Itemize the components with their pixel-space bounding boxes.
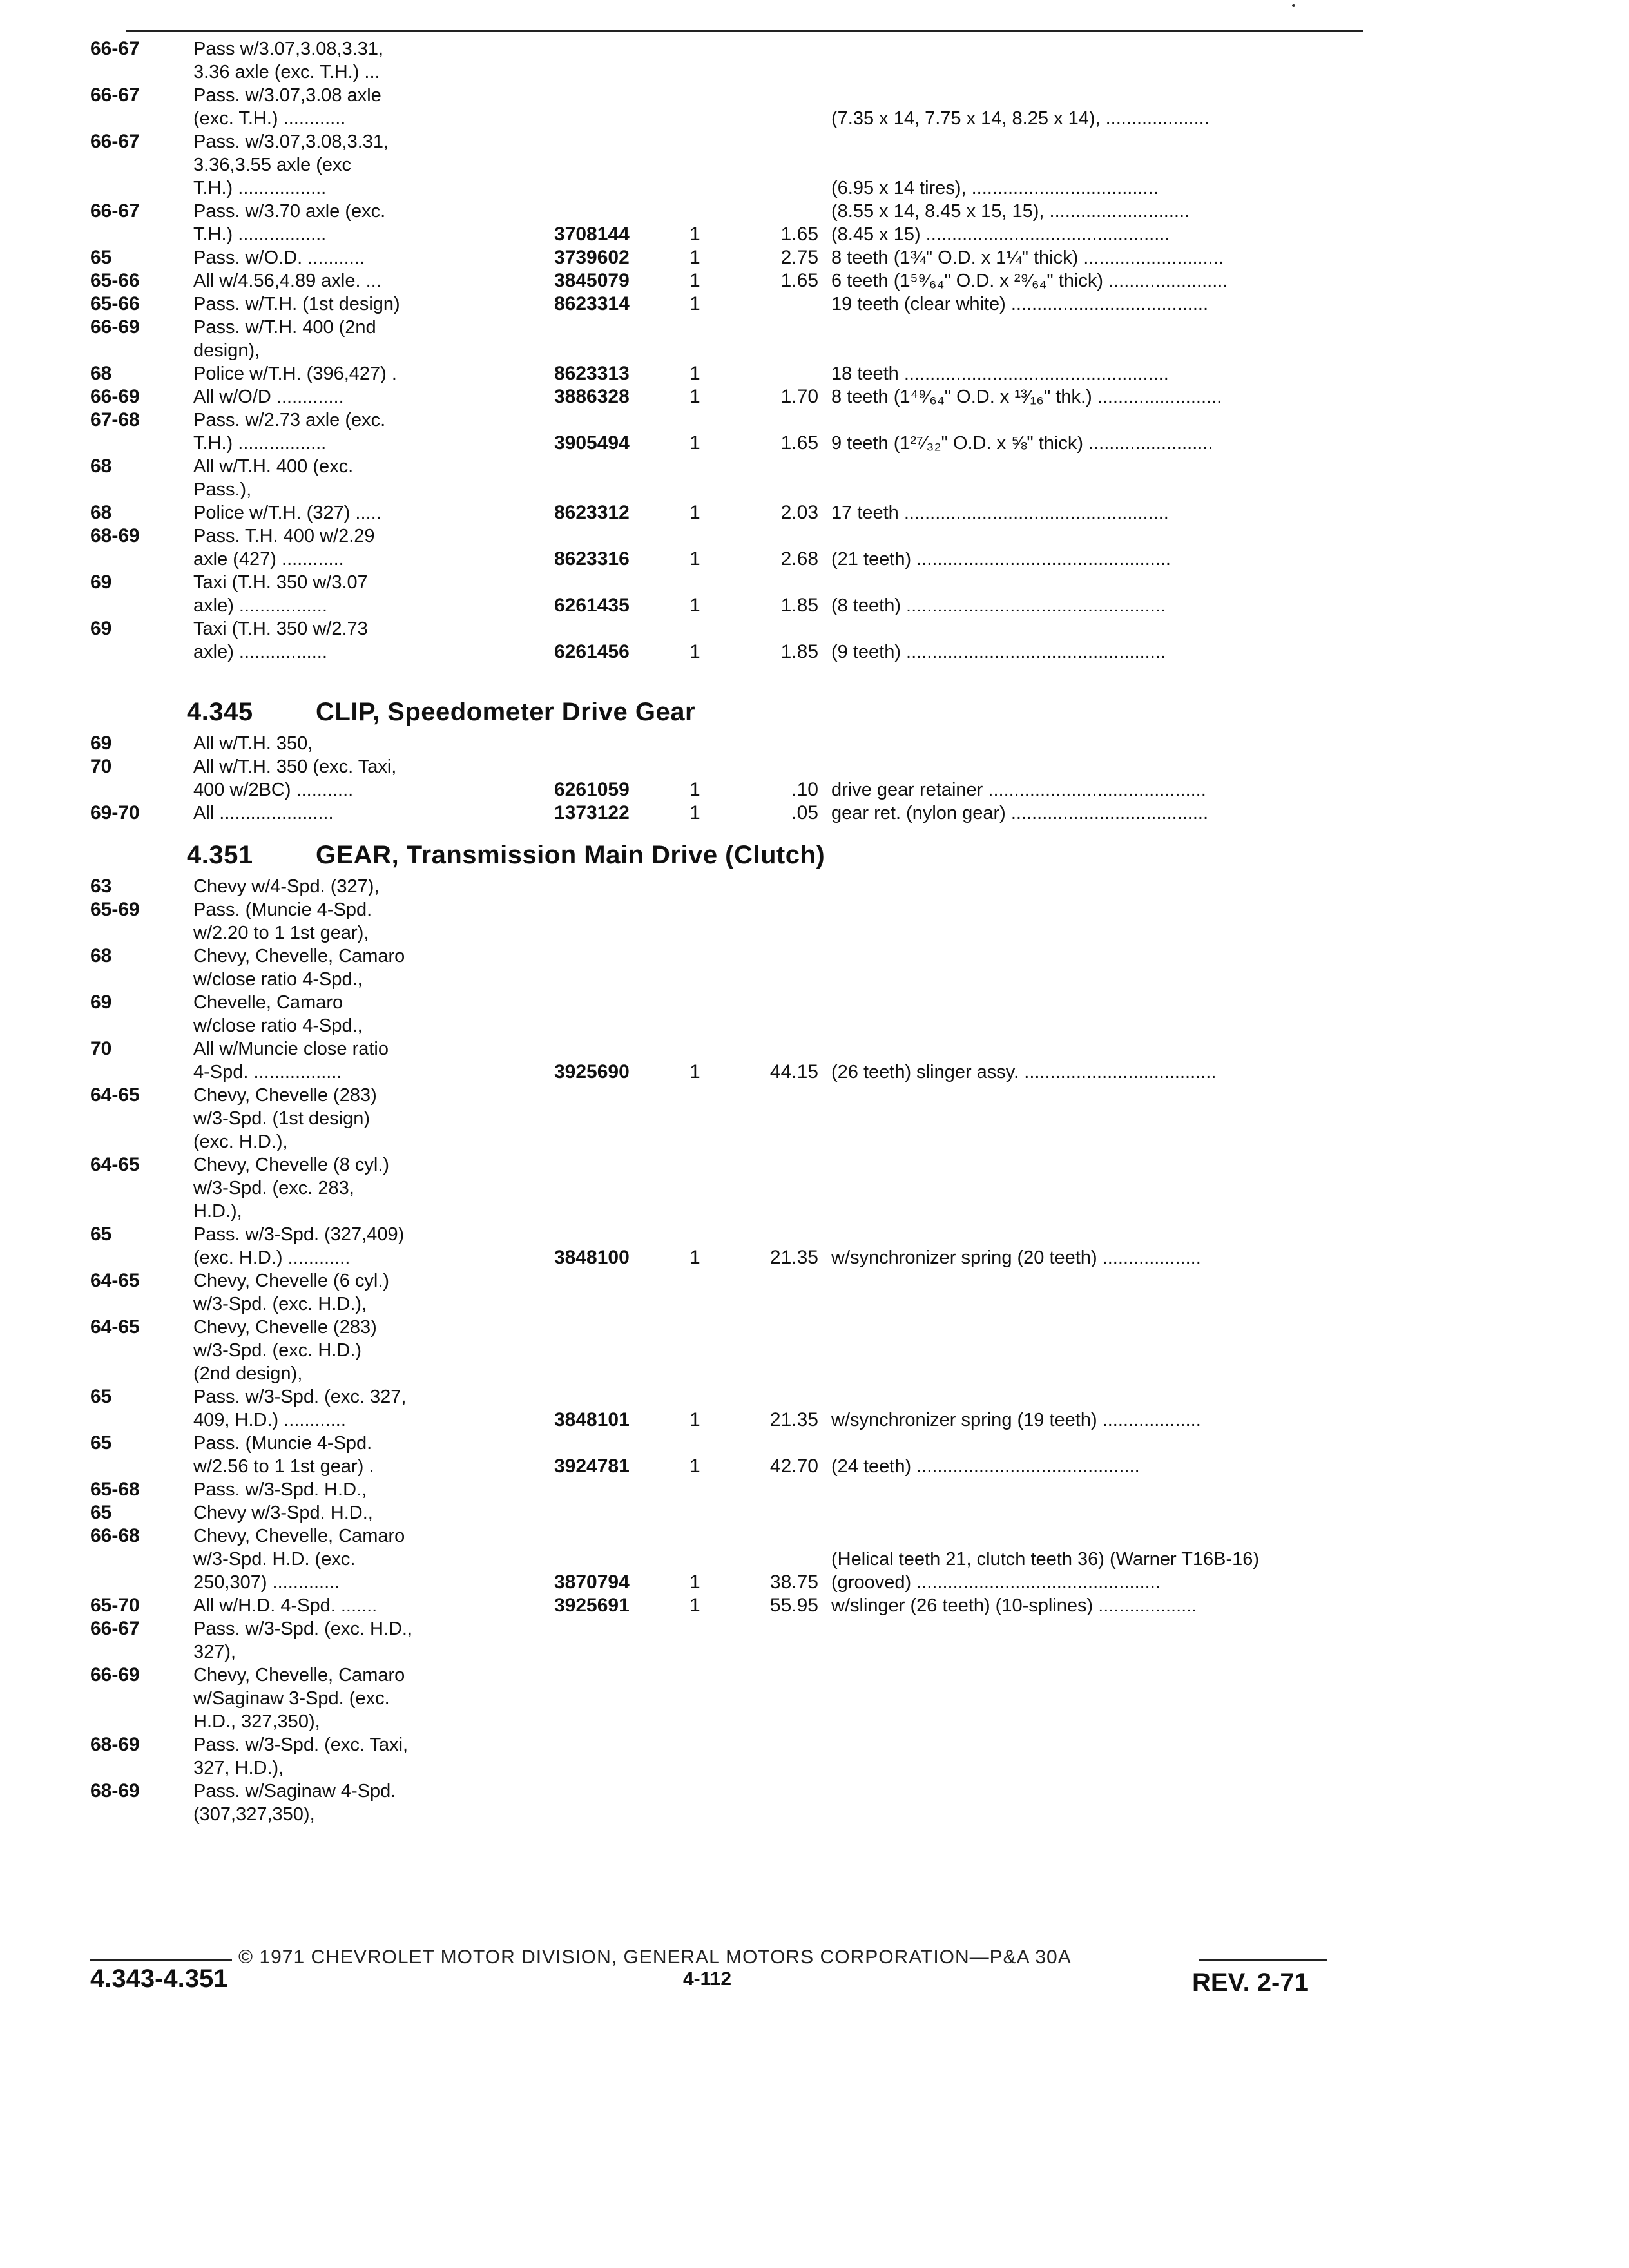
application-description: Chevy, Chevelle (8 cyl.) w/3-Spd. (exc. 283, H.D.), (193, 1155, 390, 1222)
model-years: 68 (90, 945, 112, 966)
part-description-note: 9 teeth (1²⁷⁄₃₂" O.D. x ⅝" thick) ........................ (831, 433, 1213, 454)
table-row (90, 1223, 1379, 1269)
application-description: Pass w/3.07,3.08,3.31, 3.36 axle (exc. T.H.) ... (193, 39, 384, 82)
table-row (90, 1617, 1379, 1664)
table-row (90, 362, 1379, 385)
part-description-note: (24 teeth) ........................................... (831, 1456, 1140, 1477)
table-row (90, 246, 1379, 269)
application-description: Pass. w/3-Spd. H.D., (193, 1479, 367, 1500)
application-description: Pass. w/3-Spd. (327,409) (exc. H.D.) ............ (193, 1224, 405, 1268)
part-description-note: (7.35 x 14, 7.75 x 14, 8.25 x 14), .................... (831, 108, 1210, 129)
model-years: 65-66 (90, 293, 140, 314)
application-description: Pass. w/3.07,3.08,3.31, 3.36,3.55 axle (exc T.H.) ................. (193, 131, 389, 198)
part-number: 3845079 (554, 270, 630, 291)
part-description-note: (21 teeth) ................................................. (831, 549, 1171, 570)
table-row (90, 293, 1379, 316)
application-description: Taxi (T.H. 350 w/3.07 axle) ................. (193, 572, 368, 616)
list-price: 21.35 (769, 1247, 818, 1268)
list-price: .05 (791, 802, 818, 823)
table-row (90, 1478, 1379, 1501)
application-description: Pass. w/Saginaw 4-Spd. (307,327,350), (193, 1781, 396, 1825)
table-row (90, 1037, 1379, 1084)
quantity: 1 (689, 432, 700, 454)
application-description: All w/4.56,4.89 axle. ... (193, 271, 381, 291)
application-description: All w/Muncie close ratio 4-Spd. ................. (193, 1039, 389, 1082)
quantity: 1 (689, 595, 700, 616)
clip-list (90, 732, 1379, 825)
part-number: 3870794 (554, 1571, 630, 1593)
quantity: 1 (689, 386, 700, 407)
table-row (90, 732, 1379, 755)
application-description: Pass. w/T.H. 400 (2nd design), (193, 317, 376, 361)
part-number: 8623314 (554, 293, 630, 314)
part-number: 6261059 (554, 779, 630, 800)
model-years: 68 (90, 363, 112, 384)
application-description: Pass. w/3.07,3.08 axle (exc. T.H.) ............ (193, 85, 381, 129)
application-description: Pass. w/3.70 axle (exc. T.H.) ................. (193, 201, 386, 245)
part-description-note: 8 teeth (1⁴⁹⁄₆₄" O.D. x ¹³⁄₁₆" thk.) ........................ (831, 387, 1222, 407)
application-description: Pass. T.H. 400 w/2.29 axle (427) ............ (193, 526, 375, 570)
quantity: 1 (689, 802, 700, 823)
application-description: Chevy w/4-Spd. (327), (193, 876, 380, 897)
part-description-note: 6 teeth (1⁵⁹⁄₆₄" O.D. x ²⁹⁄₆₄" thick) ....................... (831, 271, 1228, 291)
part-description-note: 8 teeth (1¾" O.D. x 1¼" thick) ........................... (831, 247, 1224, 268)
quantity: 1 (689, 1571, 700, 1593)
quantity: 1 (689, 548, 700, 570)
table-row (90, 1501, 1379, 1524)
part-number: 3708144 (554, 224, 630, 245)
part-description-note: w/synchronizer spring (19 teeth) ................... (831, 1410, 1201, 1430)
part-description-note: 19 teeth (clear white) ...................................... (831, 294, 1209, 314)
part-number: 3905494 (554, 432, 630, 454)
section-heading-4-351 (187, 840, 825, 870)
model-years: 68-69 (90, 1734, 140, 1755)
application-description: Pass. w/2.73 axle (exc. T.H.) ................. (193, 410, 386, 454)
quantity: 1 (689, 247, 700, 268)
section-reference: 4.343-4.351 (90, 1965, 228, 1993)
model-years: 66-67 (90, 200, 140, 222)
quantity: 1 (689, 1409, 700, 1430)
model-years: 69 (90, 992, 112, 1013)
application-description: Chevy, Chevelle, Camaro w/close ratio 4-Spd., (193, 946, 405, 990)
page-footer (90, 1943, 1327, 2033)
model-years: 68-69 (90, 525, 140, 546)
application-description: Chevelle, Camaro w/close ratio 4-Spd., (193, 992, 363, 1036)
section-number: 4.351 (187, 841, 253, 869)
application-description: All w/T.H. 350 (exc. Taxi, 400 w/2BC) ........... (193, 756, 397, 800)
table-row (90, 898, 1379, 945)
table-row (90, 1385, 1379, 1432)
table-row (90, 84, 1379, 130)
application-description: All w/T.H. 350, (193, 733, 313, 754)
part-number: 8623313 (554, 363, 630, 384)
application-description: Chevy, Chevelle (6 cyl.) w/3-Spd. (exc. H.D.), (193, 1271, 390, 1314)
table-row (90, 1269, 1379, 1316)
application-description: Chevy w/3-Spd. H.D., (193, 1503, 373, 1523)
table-row (90, 408, 1379, 455)
list-price: 1.85 (780, 641, 818, 662)
part-description-note: 17 teeth ................................................... (831, 503, 1169, 523)
gear-list (90, 875, 1379, 1826)
list-price: 1.65 (780, 224, 818, 245)
quantity: 1 (689, 502, 700, 523)
section-title: GEAR, Transmission Main Drive (Clutch) (316, 841, 825, 869)
quantity: 1 (689, 363, 700, 384)
application-description: Pass. w/T.H. (1st design) (193, 294, 400, 314)
list-price: 38.75 (769, 1571, 818, 1593)
model-years: 63 (90, 876, 112, 897)
model-years: 65 (90, 247, 112, 268)
list-price: 21.35 (769, 1409, 818, 1430)
section-heading-4-345 (187, 697, 695, 727)
table-row (90, 1664, 1379, 1733)
table-row (90, 1524, 1379, 1594)
part-number: 6261435 (554, 595, 630, 616)
application-description: All w/H.D. 4-Spd. ....... (193, 1595, 378, 1616)
application-description: Chevy, Chevelle (283) w/3-Spd. (exc. H.D.) (2nd design), (193, 1317, 377, 1384)
application-description: Chevy, Chevelle (283) w/3-Spd. (1st design) (exc. H.D.), (193, 1085, 377, 1152)
application-description: Pass. (Muncie 4-Spd. w/2.56 to 1 1st gear) . (193, 1433, 374, 1477)
table-row (90, 501, 1379, 524)
part-description-note: w/slinger (26 teeth) (10-splines) ................... (831, 1595, 1197, 1616)
model-years: 65-69 (90, 899, 140, 920)
model-years: 66-69 (90, 386, 140, 407)
part-number: 3848101 (554, 1409, 630, 1430)
page-number: 4-112 (683, 1968, 732, 1990)
model-years: 70 (90, 756, 112, 777)
model-years: 65 (90, 1502, 112, 1523)
quantity: 1 (689, 1061, 700, 1082)
part-number: 8623312 (554, 502, 630, 523)
part-description-note: 18 teeth ................................................... (831, 363, 1169, 384)
quantity: 1 (689, 293, 700, 314)
table-row (90, 1084, 1379, 1153)
part-number: 6261456 (554, 641, 630, 662)
model-years: 65-68 (90, 1479, 140, 1500)
model-years: 64-65 (90, 1084, 140, 1106)
part-number: 3848100 (554, 1247, 630, 1268)
part-number: 8623316 (554, 548, 630, 570)
part-description-note: (26 teeth) slinger assy. ..................................... (831, 1062, 1217, 1082)
table-row (90, 875, 1379, 898)
application-description: Pass. w/3-Spd. (exc. Taxi, 327, H.D.), (193, 1735, 409, 1778)
model-years: 64-65 (90, 1316, 140, 1338)
quantity: 1 (689, 1456, 700, 1477)
scan-speck (1292, 4, 1295, 7)
copyright-text: © 1971 CHEVROLET MOTOR DIVISION, GENERAL MOTORS CORPORATION—P&A 30A (238, 1946, 1072, 1968)
table-row (90, 1432, 1379, 1478)
speedometer-gear-list (90, 37, 1379, 664)
list-price: .10 (791, 779, 818, 800)
top-rule (126, 30, 1363, 32)
model-years: 69 (90, 733, 112, 754)
table-row (90, 1733, 1379, 1780)
list-price: 44.15 (769, 1061, 818, 1082)
table-row (90, 991, 1379, 1037)
model-years: 66-67 (90, 38, 140, 59)
application-description: Police w/T.H. (396,427) . (193, 363, 397, 384)
part-description-note: (8.55 x 14, 8.45 x 15, 15), ........................... (8.45 x 15) ............................................... (831, 201, 1190, 245)
application-description: Pass. (Muncie 4-Spd. w/2.20 to 1 1st gear), (193, 899, 372, 943)
application-description: Police w/T.H. (327) ..... (193, 503, 381, 523)
application-description: Chevy, Chevelle, Camaro w/Saginaw 3-Spd. (exc. H.D., 327,350), (193, 1665, 405, 1732)
table-row (90, 571, 1379, 617)
table-row (90, 269, 1379, 293)
table-row (90, 1594, 1379, 1617)
table-row (90, 1316, 1379, 1385)
application-description: All w/T.H. 400 (exc. Pass.), (193, 456, 354, 500)
application-description: Pass. w/O.D. ........... (193, 247, 365, 268)
quantity: 1 (689, 1595, 700, 1616)
model-years: 65 (90, 1386, 112, 1407)
list-price: 1.65 (780, 270, 818, 291)
model-years: 65-70 (90, 1595, 140, 1616)
model-years: 64-65 (90, 1270, 140, 1291)
section-title: CLIP, Speedometer Drive Gear (316, 698, 696, 726)
application-description: All w/O/D ............. (193, 387, 344, 407)
table-row (90, 755, 1379, 802)
footer-rule-left (90, 1959, 232, 1961)
model-years: 65-66 (90, 270, 140, 291)
table-row (90, 200, 1379, 246)
model-years: 64-65 (90, 1154, 140, 1175)
table-row (90, 1153, 1379, 1223)
table-row (90, 37, 1379, 84)
table-row (90, 1780, 1379, 1826)
part-number: 3739602 (554, 247, 630, 268)
list-price: 1.85 (780, 595, 818, 616)
table-row (90, 455, 1379, 501)
part-number: 1373122 (554, 802, 630, 823)
application-description: Pass. w/3-Spd. (exc. 327, 409, H.D.) ............ (193, 1387, 407, 1430)
model-years: 68 (90, 456, 112, 477)
quantity: 1 (689, 224, 700, 245)
quantity: 1 (689, 779, 700, 800)
model-years: 66-69 (90, 316, 140, 338)
model-years: 69-70 (90, 802, 140, 823)
application-description: Taxi (T.H. 350 w/2.73 axle) ................. (193, 619, 368, 662)
table-row (90, 802, 1379, 825)
part-number: 3924781 (554, 1456, 630, 1477)
part-number: 3886328 (554, 386, 630, 407)
part-description-note: (9 teeth) .................................................. (831, 642, 1166, 662)
part-description-note: drive gear retainer .......................................... (831, 780, 1206, 800)
list-price: 2.68 (780, 548, 818, 570)
quantity: 1 (689, 641, 700, 662)
quantity: 1 (689, 270, 700, 291)
table-row (90, 945, 1379, 991)
model-years: 67-68 (90, 409, 140, 430)
model-years: 66-68 (90, 1525, 140, 1546)
model-years: 70 (90, 1038, 112, 1059)
table-row (90, 524, 1379, 571)
list-price: 1.70 (780, 386, 818, 407)
part-description-note: gear ret. (nylon gear) ...................................... (831, 803, 1209, 823)
model-years: 68 (90, 502, 112, 523)
quantity: 1 (689, 1247, 700, 1268)
model-years: 68-69 (90, 1780, 140, 1802)
list-price: 55.95 (769, 1595, 818, 1616)
table-row (90, 130, 1379, 200)
list-price: 2.03 (780, 502, 818, 523)
application-description: Chevy, Chevelle, Camaro w/3-Spd. H.D. (exc. 250,307) ............. (193, 1526, 405, 1593)
footer-rule-right (1199, 1959, 1327, 1961)
model-years: 65 (90, 1432, 112, 1454)
model-years: 66-67 (90, 1618, 140, 1639)
part-number: 3925690 (554, 1061, 630, 1082)
part-description-note: (Helical teeth 21, clutch teeth 36) (Warner T16B-16) (grooved) ............................................... (831, 1549, 1260, 1593)
model-years: 66-69 (90, 1664, 140, 1686)
part-number: 3925691 (554, 1595, 630, 1616)
part-description-note: w/synchronizer spring (20 teeth) ................... (831, 1247, 1201, 1268)
application-description: Pass. w/3-Spd. (exc. H.D., 327), (193, 1619, 413, 1662)
part-description-note: (6.95 x 14 tires), .................................... (831, 178, 1159, 198)
table-row (90, 385, 1379, 408)
application-description: All ...................... (193, 803, 334, 823)
model-years: 66-67 (90, 84, 140, 106)
model-years: 65 (90, 1224, 112, 1245)
model-years: 69 (90, 618, 112, 639)
table-row (90, 617, 1379, 664)
section-number: 4.345 (187, 698, 253, 726)
part-description-note: (8 teeth) .................................................. (831, 595, 1166, 616)
revision-label: REV. 2-71 (1192, 1968, 1309, 1997)
table-row (90, 316, 1379, 362)
model-years: 69 (90, 572, 112, 593)
list-price: 42.70 (769, 1456, 818, 1477)
model-years: 66-67 (90, 131, 140, 152)
list-price: 1.65 (780, 432, 818, 454)
list-price: 2.75 (780, 247, 818, 268)
